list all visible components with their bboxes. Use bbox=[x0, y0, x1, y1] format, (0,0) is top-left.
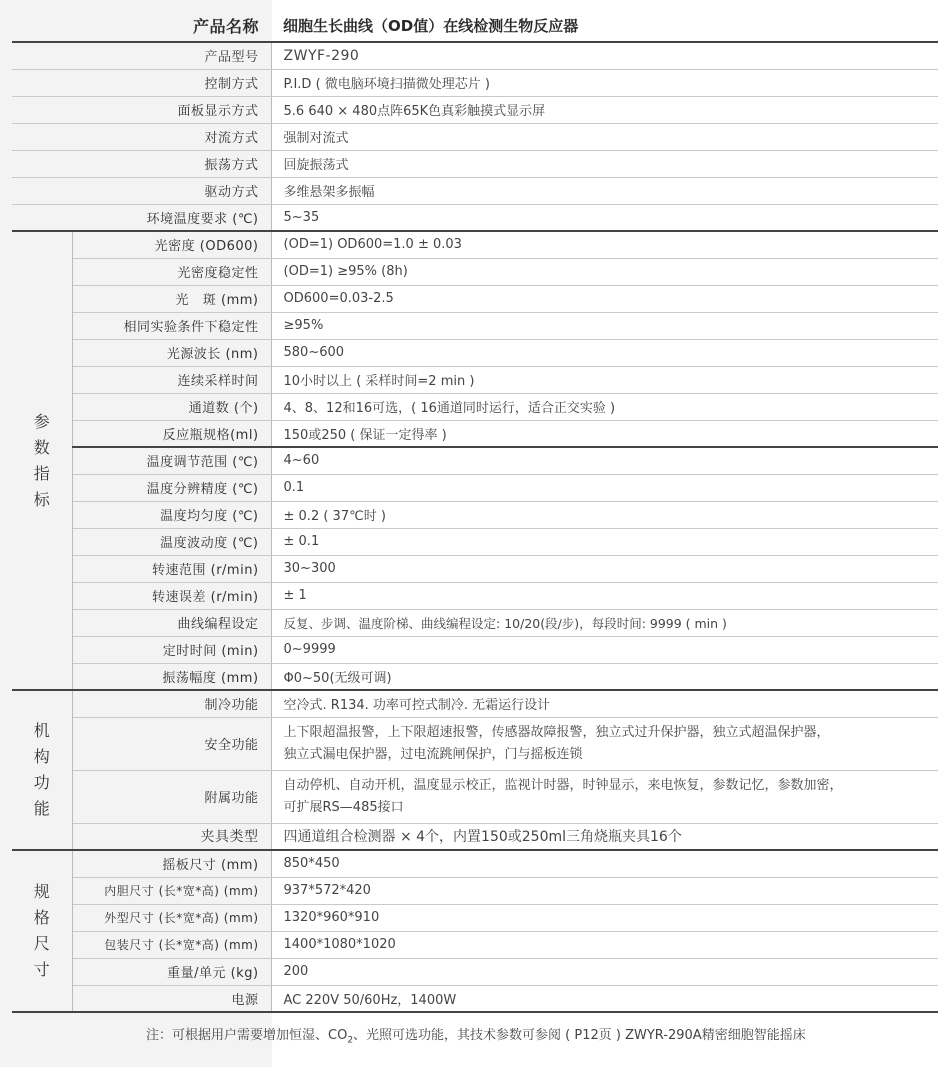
spec-value: 4~60 bbox=[271, 447, 938, 474]
group-char: 尺 bbox=[33, 934, 50, 953]
group-char: 寸 bbox=[33, 960, 50, 979]
spec-value: 四通道组合检测器 × 4个，内置150或250ml三角烧瓶夹具16个 bbox=[271, 823, 938, 850]
group-char: 格 bbox=[33, 908, 50, 927]
spec-label: 重量/单元 (kg) bbox=[72, 958, 271, 985]
spec-label: 温度调节范围 (℃) bbox=[72, 447, 271, 474]
spec-row bbox=[12, 366, 938, 393]
spec-value: 强制对流式 bbox=[271, 123, 938, 150]
spec-label: 环境温度要求 (℃) bbox=[12, 204, 271, 231]
spec-label: 相同实验条件下稳定性 bbox=[72, 312, 271, 339]
spec-value: ± 0.2 ( 37℃时 ) bbox=[271, 501, 938, 528]
spec-label: 内胆尺寸 (长*宽*高) (mm) bbox=[72, 877, 271, 904]
spec-value-line: 自动停机、自动开机，温度显示校正，监视计时器，时钟显示，来电恢复，参数记忆，参数加密， bbox=[283, 777, 843, 793]
footnote-prefix: 注：可根据用户需要增加恒湿、CO bbox=[146, 1028, 348, 1043]
spec-row bbox=[12, 555, 938, 582]
spec-value: OD600=0.03-2.5 bbox=[271, 285, 938, 312]
spec-label: 振荡幅度 (mm) bbox=[72, 663, 271, 690]
spec-row bbox=[12, 393, 938, 420]
spec-row bbox=[12, 474, 938, 501]
spec-label: 通道数 (个) bbox=[72, 393, 271, 420]
spec-row bbox=[12, 609, 938, 636]
spec-label: 光 斑 (mm) bbox=[72, 285, 271, 312]
spec-label: 反应瓶规格(ml) bbox=[72, 420, 271, 447]
spec-value: 多维悬架多振幅 bbox=[271, 177, 938, 204]
spec-label: 控制方式 bbox=[12, 69, 271, 96]
product-name-row bbox=[12, 9, 938, 42]
group-char: 参 bbox=[33, 411, 50, 431]
spec-value: AC 220V 50/60Hz，1400W bbox=[271, 985, 938, 1012]
spec-row bbox=[12, 420, 938, 447]
spec-value: 1400*1080*1020 bbox=[271, 931, 938, 958]
spec-row bbox=[12, 931, 938, 958]
group-char: 规 bbox=[33, 882, 50, 901]
spec-label: 曲线编程设定 bbox=[72, 609, 271, 636]
spec-value: Φ0~50(无级可调) bbox=[271, 663, 938, 690]
spec-label: 安全功能 bbox=[72, 717, 271, 770]
group-char: 指 bbox=[33, 463, 50, 483]
spec-row bbox=[12, 285, 938, 312]
spec-value bbox=[271, 717, 938, 770]
spec-label: 制冷功能 bbox=[72, 690, 271, 717]
group-char: 能 bbox=[33, 799, 50, 818]
spec-value: ± 1 bbox=[271, 582, 938, 609]
group-char: 标 bbox=[33, 489, 50, 509]
spec-row bbox=[12, 636, 938, 663]
spec-value: 反复、步调、温度阶梯、曲线编程设定: 10/20(段/步)，每段时间: 9999 ( min ) bbox=[271, 609, 938, 636]
spec-value bbox=[271, 770, 938, 823]
spec-label: 面板显示方式 bbox=[12, 96, 271, 123]
spec-value: 回旋振荡式 bbox=[271, 150, 938, 177]
spec-row bbox=[12, 177, 938, 204]
spec-value: (OD=1) OD600=1.0 ± 0.03 bbox=[271, 231, 938, 258]
spec-row bbox=[12, 501, 938, 528]
spec-value: 0~9999 bbox=[271, 636, 938, 663]
spec-row bbox=[12, 985, 938, 1012]
spec-row bbox=[12, 42, 938, 69]
spec-row bbox=[12, 204, 938, 231]
spec-value-line: 可扩展RS—485接口 bbox=[283, 799, 404, 815]
spec-row bbox=[12, 150, 938, 177]
spec-label: 温度均匀度 (℃) bbox=[72, 501, 271, 528]
spec-value: 空冷式. R134. 功率可控式制冷. 无霜运行设计 bbox=[271, 690, 938, 717]
footnote-suffix: 、光照可选功能，其技术参数可参阅 ( P12页 ) ZWYR-290A精密细胞智能摇床 bbox=[353, 1028, 806, 1043]
spec-label: 产品型号 bbox=[12, 42, 271, 69]
spec-value: ≥95% bbox=[271, 312, 938, 339]
spec-value: (OD=1) ≥95% (8h) bbox=[271, 258, 938, 285]
spec-value: 30~300 bbox=[271, 555, 938, 582]
spec-label: 驱动方式 bbox=[12, 177, 271, 204]
footnote bbox=[146, 1024, 806, 1046]
spec-row bbox=[12, 958, 938, 985]
product-name-label: 产品名称 bbox=[12, 9, 271, 42]
spec-value-line: 上下限超温报警，上下限超速报警，传感器故障报警，独立式过升保护器，独立式超温保护器， bbox=[283, 724, 830, 740]
spec-row bbox=[12, 770, 938, 823]
spec-row bbox=[12, 96, 938, 123]
spec-label: 对流方式 bbox=[12, 123, 271, 150]
group-char: 机 bbox=[33, 721, 50, 740]
spec-value: ± 0.1 bbox=[271, 528, 938, 555]
spec-row bbox=[12, 877, 938, 904]
spec-value: 580~600 bbox=[271, 339, 938, 366]
group-label-size bbox=[12, 850, 72, 1012]
spec-label: 温度波动度 (℃) bbox=[72, 528, 271, 555]
footnote-subscript: 2 bbox=[347, 1035, 354, 1046]
spec-value: 937*572*420 bbox=[271, 877, 938, 904]
spec-label: 转速范围 (r/min) bbox=[72, 555, 271, 582]
spec-table bbox=[12, 9, 938, 1013]
spec-label: 电源 bbox=[72, 985, 271, 1012]
spec-value-line: 独立式漏电保护器，过电流跳闸保护，门与摇板连锁 bbox=[283, 746, 583, 762]
spec-value: ZWYF-290 bbox=[271, 42, 938, 69]
spec-label: 连续采样时间 bbox=[72, 366, 271, 393]
spec-label: 光密度 (OD600) bbox=[72, 231, 271, 258]
group-char: 数 bbox=[33, 437, 50, 457]
spec-label: 定时时间 (min) bbox=[72, 636, 271, 663]
spec-row bbox=[12, 582, 938, 609]
spec-value: P.I.D ( 微电脑环境扫描微处理芯片 ) bbox=[271, 69, 938, 96]
group-char: 构 bbox=[33, 747, 50, 766]
spec-row bbox=[12, 312, 938, 339]
spec-value: 0.1 bbox=[271, 474, 938, 501]
spec-row bbox=[12, 69, 938, 96]
spec-row bbox=[12, 447, 938, 474]
spec-value: 10小时以上 ( 采样时间=2 min ) bbox=[271, 366, 938, 393]
spec-label: 夹具类型 bbox=[72, 823, 271, 850]
spec-label: 光源波长 (nm) bbox=[72, 339, 271, 366]
group-char: 功 bbox=[33, 773, 50, 792]
spec-row bbox=[12, 231, 938, 258]
spec-value: 200 bbox=[271, 958, 938, 985]
spec-row bbox=[12, 690, 938, 717]
spec-row bbox=[12, 904, 938, 931]
spec-row bbox=[12, 823, 938, 850]
spec-label: 振荡方式 bbox=[12, 150, 271, 177]
spec-row bbox=[12, 339, 938, 366]
spec-row bbox=[12, 528, 938, 555]
spec-value: 150或250 ( 保证一定得率 ) bbox=[271, 420, 938, 447]
spec-label: 包装尺寸 (长*宽*高) (mm) bbox=[72, 931, 271, 958]
group-label-mech bbox=[12, 690, 72, 850]
spec-row bbox=[12, 123, 938, 150]
group-label-params bbox=[12, 231, 72, 690]
spec-value: 4、8、12和16可选，( 16通道同时运行，适合正交实验 ) bbox=[271, 393, 938, 420]
spec-label: 光密度稳定性 bbox=[72, 258, 271, 285]
spec-row bbox=[12, 717, 938, 770]
spec-label: 外型尺寸 (长*宽*高) (mm) bbox=[72, 904, 271, 931]
spec-value: 1320*960*910 bbox=[271, 904, 938, 931]
spec-value: 5.6 640 × 480点阵65K色真彩触摸式显示屏 bbox=[271, 96, 938, 123]
spec-row bbox=[12, 850, 938, 877]
spec-value: 5~35 bbox=[271, 204, 938, 231]
spec-label: 转速误差 (r/min) bbox=[72, 582, 271, 609]
spec-value: 850*450 bbox=[271, 850, 938, 877]
spec-row bbox=[12, 663, 938, 690]
spec-row bbox=[12, 258, 938, 285]
spec-label: 附属功能 bbox=[72, 770, 271, 823]
spec-label: 摇板尺寸 (mm) bbox=[72, 850, 271, 877]
spec-label: 温度分辨精度 (℃) bbox=[72, 474, 271, 501]
product-name-value: 细胞生长曲线（OD值）在线检测生物反应器 bbox=[271, 9, 938, 42]
